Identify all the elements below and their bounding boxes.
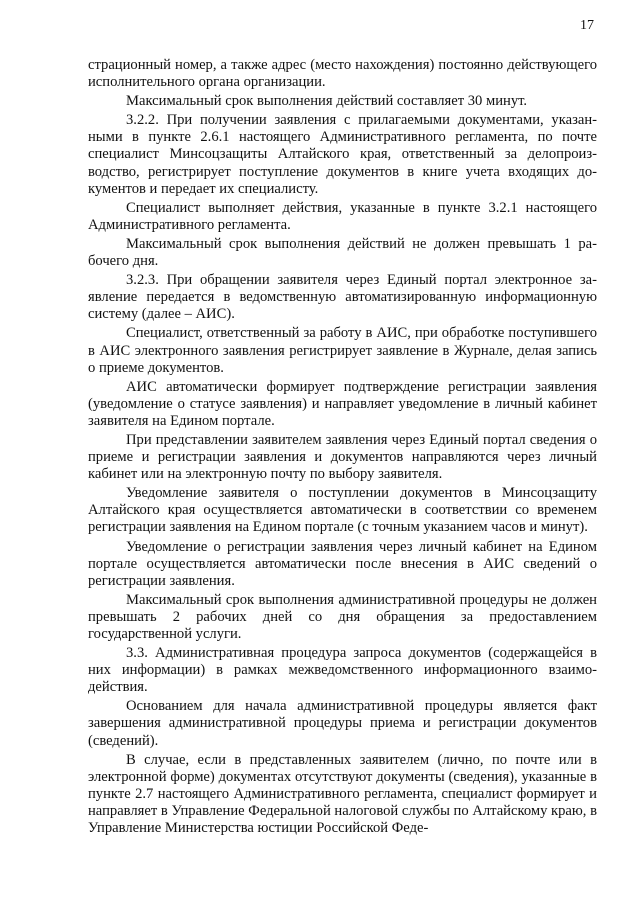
paragraph-ais-specialist: Специалист, ответственный за работу в АИС, при обработке поступившего в АИС электронного заявления регистрирует заявление в Журнале, делая запись о приеме документов. <box>88 325 597 376</box>
page-number: 17 <box>580 18 594 33</box>
paragraph-portal-submission: При представлении заявителем заявления через Единый портал сведения о приеме и регистрации заявления и документов направляются через личный кабинет или на электронную почту по выбору заявителя. <box>88 431 597 483</box>
document-body <box>88 57 597 839</box>
paragraph-3-2-2: 3.2.2. При получении заявления с прилагаемыми документами, указанными в пункте 2.6.1 настоящего Административного регламента, по почте специалист Минсоцзащиты Алтайского края, ответственный за делопроизводство, регистрирует поступление документов в книге учета входящих документов и передает их специалисту. <box>88 112 597 197</box>
paragraph-continued-registration-number: страционный номер, а также адрес (место нахождения) постоянно действующего исполнительного органа организации. <box>88 57 597 91</box>
paragraph-procedure-basis: Основанием для начала административной процедуры является факт завершения административной процедуры приема и регистрации документов (сведений). <box>88 698 597 749</box>
paragraph-ais-confirmation: АИС автоматически формирует подтверждение регистрации заявления (уведомление о статусе заявления) и направляет уведомление в личный кабинет заявителя на Едином портале. <box>88 378 597 429</box>
paragraph-3-3: 3.3. Административная процедура запроса документов (содержащейся в них информации) в рамках межведомственного информационного взаимодействия. <box>88 645 597 696</box>
paragraph-applicant-notification: Уведомление заявителя о поступлении документов в Минсоцзащиту Алтайского края осуществляется автоматически в соответствии со временем регистрации заявления на Едином портале (с точным указанием часов и минут). <box>88 485 597 536</box>
paragraph-max-time-30-min: Максимальный срок выполнения действий составляет 30 минут. <box>126 93 528 110</box>
paragraph-missing-documents: В случае, если в представленных заявителем (лично, по почте или в электронной форме) документах отсутствуют документы (сведения), указанные в пункте 2.7 настоящего Административного регламента, специалист формирует и направляет в Управление Федеральной налоговой службы по Алтайскому краю, в Управление Министерства юстиции Российской Феде- <box>88 751 597 837</box>
paragraph-max-time-1-day: Максимальный срок выполнения действий не должен превышать 1 рабочего дня. <box>88 235 597 270</box>
paragraph-max-time-2-days: Максимальный срок выполнения административной процедуры не должен превышать 2 рабочих дней со дня обращения за предоставлением государственной услуги. <box>88 591 597 642</box>
paragraph-3-2-3: 3.2.3. При обращении заявителя через Единый портал электронное заявление передается в ведомственную автоматизированную информационную систему (далее – АИС). <box>88 272 597 323</box>
paragraph-specialist-actions: Специалист выполняет действия, указанные в пункте 3.2.1 настоящего Административного регламента. <box>88 199 597 233</box>
paragraph-registration-notification: Уведомление о регистрации заявления через личный кабинет на Едином портале осуществляется автоматически после внесения в АИС сведений о регистрации заявления. <box>88 538 597 589</box>
